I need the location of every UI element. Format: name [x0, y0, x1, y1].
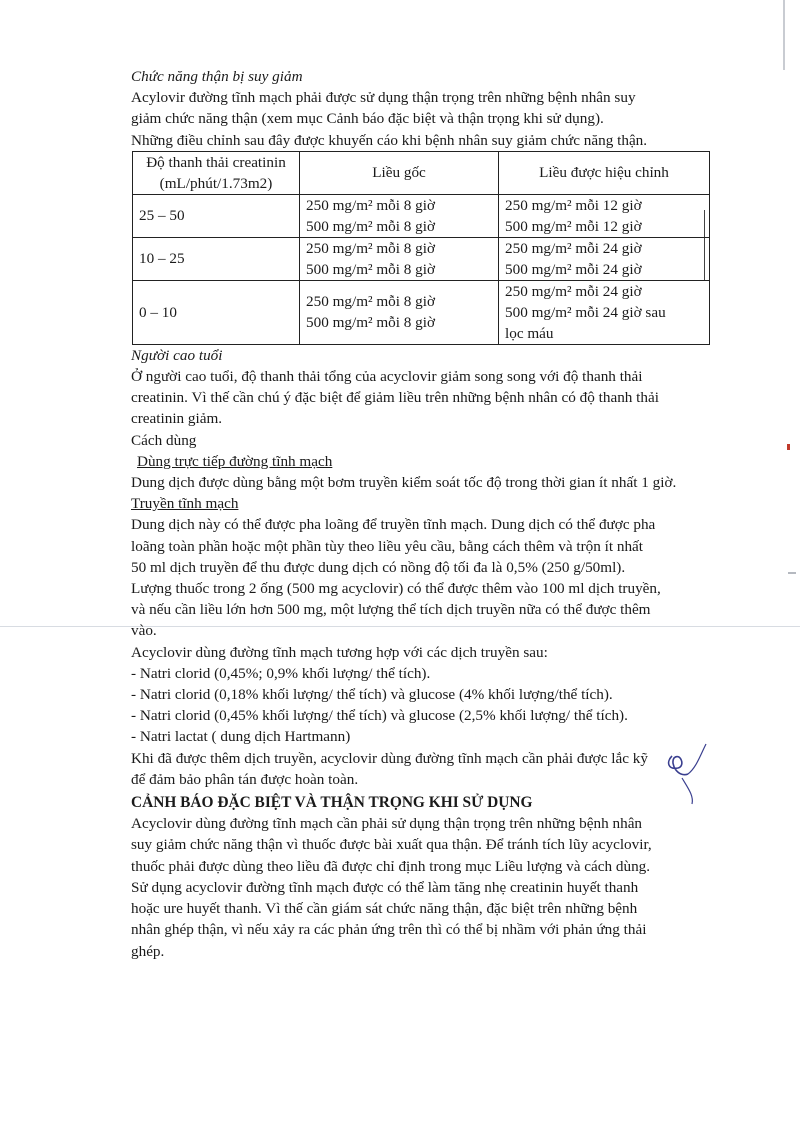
kidney-heading: Chức năng thận bị suy giảm	[131, 68, 303, 85]
dose-line: lọc máu	[505, 324, 554, 342]
clearance-cell: 25 – 50	[133, 194, 300, 237]
clearance-cell: 10 – 25	[133, 237, 300, 280]
dose-line: 500 mg/m² mỗi 24 giờ sau	[505, 303, 666, 321]
adjusted-dose-cell	[499, 194, 710, 237]
infusion-heading: Truyền tĩnh mạch	[131, 495, 239, 513]
compatibility-item: - Natri clorid (0,45% khối lượng/ thể tích) và glucose (2,5% khối lượng/ thể tích).	[131, 707, 628, 725]
warning-line: suy giảm chức năng thận vì thuốc được bài xuất qua thận. Để tránh tích lũy acyclovir,	[131, 836, 652, 854]
kidney-recommendation: Những điều chỉnh sau đây được khuyến cáo khi bệnh nhân suy giảm chức năng thận.	[131, 131, 648, 149]
red-margin-mark	[787, 444, 790, 450]
mixing-line: để đảm bảo phân tán được hoàn toàn.	[131, 770, 359, 788]
warning-line: ghép.	[131, 942, 165, 960]
dose-line: 250 mg/m² mỗi 12 giờ	[505, 196, 642, 214]
direct-injection-heading: Dùng trực tiếp đường tĩnh mạch	[137, 452, 333, 470]
mixing-line: Khi đã được thêm dịch truyền, acyclovir dùng đường tĩnh mạch cần phải được lắc kỹ	[131, 749, 648, 767]
elderly-heading: Người cao tuổi	[131, 346, 223, 364]
table-row	[133, 194, 710, 237]
dose-line: 500 mg/m² mỗi 24 giờ	[505, 260, 642, 278]
adjusted-dose-cell	[499, 237, 710, 280]
clearance-cell: 0 – 10	[133, 280, 300, 344]
infusion-line: Dung dịch này có thể được pha loãng để truyền tĩnh mạch. Dung dịch có thể được pha	[131, 516, 656, 534]
base-dose-cell	[300, 194, 499, 237]
warning-heading: CẢNH BÁO ĐẶC BIỆT VÀ THẬN TRỌNG KHI SỬ DỤNG	[131, 794, 533, 812]
compatibility-item: - Natri clorid (0,18% khối lượng/ thể tích) và glucose (4% khối lượng/thể tích).	[131, 686, 613, 704]
compatibility-item: - Natri lactat ( dung dịch Hartmann)	[131, 728, 351, 746]
compatibility-item: - Natri clorid (0,45%; 0,9% khối lượng/ thể tích).	[131, 664, 431, 682]
dose-line: 250 mg/m² mỗi 8 giờ	[306, 196, 436, 214]
table-row	[133, 237, 710, 280]
usage-heading: Cách dùng	[131, 431, 197, 449]
kidney-paragraph-line: Acylovir đường tĩnh mạch phải được sử dụng thận trọng trên những bệnh nhân suy	[131, 89, 636, 107]
table-header-row	[133, 151, 710, 194]
header-clearance-line: Độ thanh thải creatinin	[146, 153, 286, 171]
scan-edge-mark	[783, 0, 785, 70]
header-clearance-unit: (mL/phút/1.73m2)	[159, 174, 273, 192]
elderly-line: creatinin giảm.	[131, 410, 223, 428]
header-adjusted-dose: Liều được hiệu chỉnh	[499, 151, 710, 194]
warning-line: thuốc phải được dùng theo liều đã được chỉ định trong mục Liều lượng và cách dùng.	[131, 857, 651, 875]
warning-line: Acyclovir dùng đường tĩnh mạch cần phải sử dụng thận trọng trên những bệnh nhân	[131, 815, 643, 833]
dose-line: 250 mg/m² mỗi 24 giờ	[505, 239, 642, 257]
dose-line: 250 mg/m² mỗi 8 giờ	[306, 239, 436, 257]
base-dose-cell	[300, 280, 499, 344]
infusion-line: vào.	[131, 622, 157, 640]
kidney-paragraph-line: giảm chức năng thận (xem mục Cảnh báo đặc biệt và thận trọng khi sử dụng).	[131, 110, 604, 128]
compatibility-intro: Acyclovir dùng đường tĩnh mạch tương hợp với các dịch truyền sau:	[131, 643, 548, 661]
page-content	[131, 66, 711, 962]
direct-injection-text: Dung dịch được dùng bằng một bơm truyền kiểm soát tốc độ trong thời gian ít nhất 1 giờ.	[131, 474, 677, 492]
infusion-line: Lượng thuốc trong 2 ống (500 mg acyclovir) có thể được thêm vào 100 ml dịch truyền,	[131, 580, 661, 598]
infusion-line: loãng toàn phần hoặc một phần tùy theo liều yêu cầu, bằng cách thêm và trộn ít nhất	[131, 537, 643, 555]
adjusted-dose-cell	[499, 280, 710, 344]
infusion-line: 50 ml dịch truyền để thu được dung dịch có nồng độ tối đa là 0,5% (250 g/50ml).	[131, 558, 626, 576]
margin-dash	[788, 572, 796, 574]
dose-line: 500 mg/m² mỗi 8 giờ	[306, 260, 436, 278]
base-dose-cell	[300, 237, 499, 280]
warning-line: nhân ghép thận, vì nếu xảy ra các phản ứng trên thì có thể bị nhầm với phản ứng thải	[131, 921, 647, 939]
dose-line: 500 mg/m² mỗi 12 giờ	[505, 217, 642, 235]
infusion-line: và nếu cần liều lớn hơn 500 mg, một lượng thể tích dịch truyền nữa có thể được thêm	[131, 601, 651, 619]
elderly-line: creatinin. Vì thế cần chú ý đặc biệt để giảm liều trên những bệnh nhân có độ thanh thải	[131, 389, 659, 407]
dose-line: 250 mg/m² mỗi 8 giờ	[306, 293, 436, 311]
dose-line: 250 mg/m² mỗi 24 giờ	[505, 282, 642, 300]
table-row	[133, 280, 710, 344]
header-clearance	[133, 151, 300, 194]
dose-line: 500 mg/m² mỗi 8 giờ	[306, 314, 436, 332]
elderly-line: Ở người cao tuổi, độ thanh thải tổng của acyclovir giảm song song với độ thanh thải	[131, 368, 643, 386]
warning-line: hoặc ure huyết thanh. Vì thế cần giám sát chức năng thận, đặc biệt trên những bệnh	[131, 900, 638, 918]
warning-line: Sử dụng acyclovir đường tĩnh mạch được có thể làm tăng nhẹ creatinin huyết thanh	[131, 878, 639, 896]
dose-adjustment-table	[132, 151, 710, 345]
dose-line: 500 mg/m² mỗi 8 giờ	[306, 217, 436, 235]
header-base-dose: Liều gốc	[300, 151, 499, 194]
